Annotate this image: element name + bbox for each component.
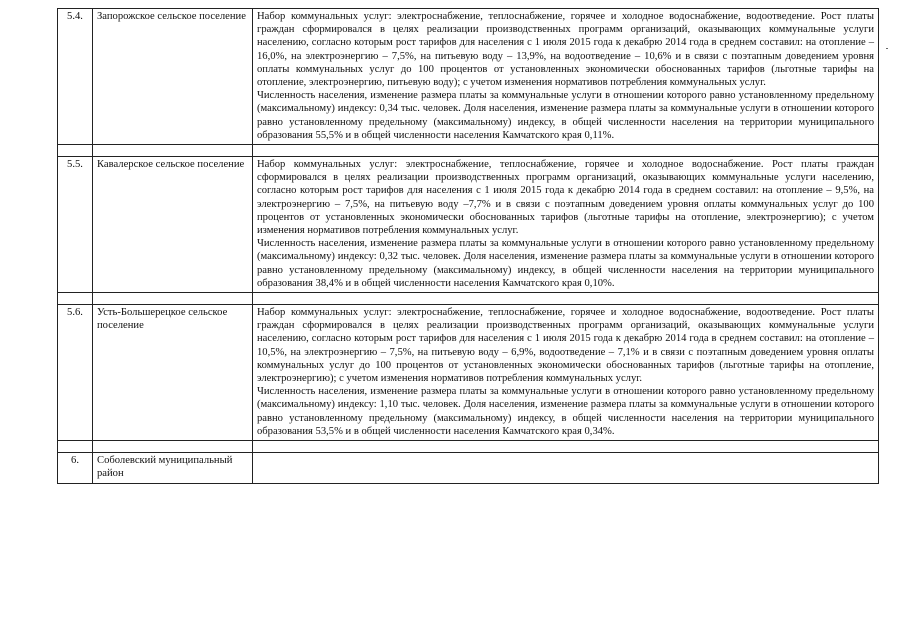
table-row [58, 453, 879, 483]
settlement-name: Кавалерское сельское поселение [93, 157, 253, 293]
table-row [58, 157, 879, 293]
services-paragraph: Набор коммунальных услуг: электроснабжение, теплоснабжение, горячее и холодное водоснабжение, водоотведение. Рост платы граждан сформировался в целях реализации производственных программ организаций, оказывающих коммунальные услуги населению, согласно которым рост тарифов для населения с 1 июля 2015 года к декабрю 2014 года в среднем составил: на отопление – 10,5%, на электроэнергию – 7,5%, на питьевую воду – 6,9%, водоотведение – 7,1% и в связи с поэтапным доведением уровня оплаты коммунальных услуг до 100 процентов от установленных экономически обоснованных тарифов (льготные тарифы на отопление, электроэнергию); с учетом изменения нормативов потребления коммунальных услуг. [257, 307, 874, 385]
table-row [58, 305, 879, 441]
row-description [253, 9, 879, 145]
row-description [253, 453, 879, 483]
table-row [58, 9, 879, 145]
settlement-name: Усть-Большерецкое сельское поселение [93, 305, 253, 441]
row-number: 5.4. [58, 9, 93, 145]
population-paragraph: Численность населения, изменение размера платы за коммунальные услуги в отношении которого равно установленному предельному (максимальному) индексу: 1,10 тыс. человек. Доля населения, изменение размера платы за коммунальные услуги в отношении которого равно установленному предельному (максимальному) индексу, в общей численности населения на территории муниципального образования 53,5% и в общей численности населения Камчатского края 0,34%. [257, 386, 874, 437]
row-number: 6. [58, 453, 93, 483]
row-spacer [58, 145, 879, 157]
row-description [253, 305, 879, 441]
scan-speck [886, 48, 888, 49]
services-paragraph: Набор коммунальных услуг: электроснабжение, теплоснабжение, горячее и холодное водоснабжение. Рост платы граждан сформировался в целях реализации производственных программ организаций, оказывающих коммунальные услуги населению, согласно которым рост тарифов для населения с 1 июля 2015 года к декабрю 2014 года в среднем составил: на отопление – 9,5%, на электроэнергию – 7,5%, на питьевую воду –7,7% и в связи с поэтапным доведением уровня оплаты коммунальных услуг до 100 процентов от установленных экономически обоснованных тарифов (льготные тарифы на отопление, электроэнергию); с учетом изменения нормативов потребления коммунальных услуг. [257, 159, 874, 237]
row-description [253, 157, 879, 293]
services-paragraph: Набор коммунальных услуг: электроснабжение, теплоснабжение, горячее и холодное водоснабжение, водоотведение. Рост платы граждан сформировался в целях реализации производственных программ организаций, оказывающих коммунальные услуги населению, согласно которым рост тарифов для населения с 1 июля 2015 года к декабрю 2014 года в среднем составил: на отопление – 16,0%, на электроэнергию – 7,5%, на питьевую воду – 13,9%, на водоотведение – 10,6% и в связи с поэтапным доведением уровня оплаты коммунальных услуг до 100 процентов от установленных экономически обоснованных тарифов (льготные тарифы на отопление, электроэнергию, питьевую воду); с учетом изменения нормативов потребления коммунальных услуг. [257, 11, 874, 89]
tariff-table [57, 8, 879, 484]
settlement-name: Соболевский муниципальный район [93, 453, 253, 483]
row-spacer [58, 293, 879, 305]
row-number: 5.5. [58, 157, 93, 293]
population-paragraph: Численность населения, изменение размера платы за коммунальные услуги в отношении которого равно установленному предельному (максимальному) индексу: 0,32 тыс. человек. Доля населения, изменение размера платы за коммунальные услуги в отношении которого равно установленному предельному (максимальному) индексу, в общей численности населения на территории муниципального образования 38,4% и в общей численности населения Камчатского края 0,10%. [257, 238, 874, 289]
population-paragraph: Численность населения, изменение размера платы за коммунальные услуги в отношении которого равно установленному предельному (максимальному) индексу: 0,34 тыс. человек. Доля населения, изменение размера платы за коммунальные услуги в отношении которого равно установленному предельному (максимальному) индексу, в общей численности населения на территории муниципального образования 55,5% и в общей численности населения Камчатского края 0,11%. [257, 90, 874, 141]
row-spacer [58, 441, 879, 453]
settlement-name: Запорожское сельское поселение [93, 9, 253, 145]
row-number: 5.6. [58, 305, 93, 441]
